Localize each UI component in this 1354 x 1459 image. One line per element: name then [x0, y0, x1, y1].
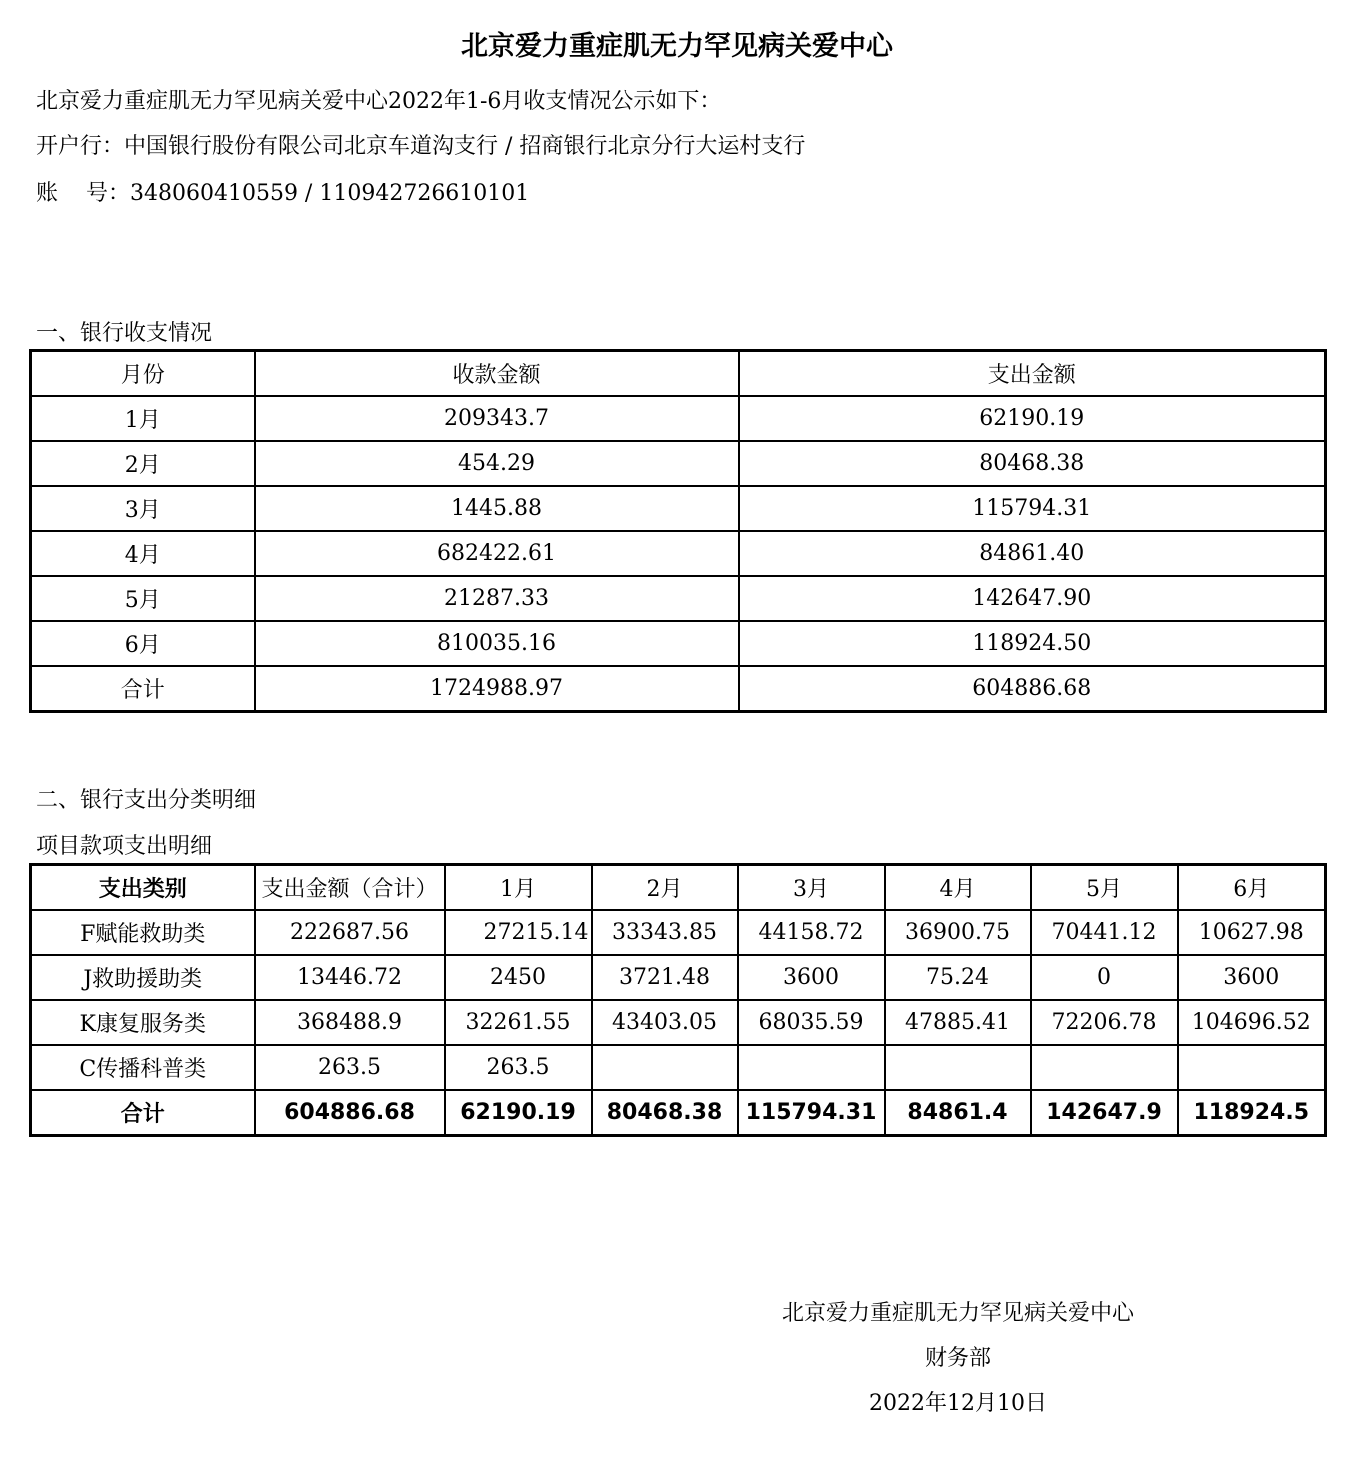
value-cell: [1178, 1045, 1326, 1090]
signature-dept: 财务部: [924, 1346, 991, 1371]
column-header: 支出类别: [31, 865, 255, 911]
total-value-cell: 80468.38: [592, 1090, 738, 1136]
value-cell: 3600: [1178, 955, 1326, 1000]
value-cell: [592, 1045, 738, 1090]
income-cell: 209343.7: [255, 396, 739, 441]
value-cell: 43403.05: [592, 1000, 738, 1045]
expense-cell: 62190.19: [739, 396, 1326, 441]
value-cell: 222687.56: [255, 910, 445, 955]
category-cell: F赋能救助类: [31, 910, 255, 955]
table-row: [31, 441, 1326, 486]
table-row: [31, 396, 1326, 441]
column-header: 月份: [31, 351, 255, 397]
value-cell: 70441.12: [1031, 910, 1178, 955]
total-value-cell: 604886.68: [255, 1090, 445, 1136]
table-row: [31, 531, 1326, 576]
total-income-cell: 1724988.97: [255, 666, 739, 712]
total-row: [31, 1090, 1326, 1136]
total-expense-cell: 604886.68: [739, 666, 1326, 712]
income-cell: 682422.61: [255, 531, 739, 576]
section2-heading: 二、银行支出分类明细: [36, 788, 257, 813]
income-cell: 1445.88: [255, 486, 739, 531]
value-cell: 44158.72: [738, 910, 885, 955]
table-row: [31, 486, 1326, 531]
income-expense-table: [29, 349, 1327, 713]
expense-cell: 118924.50: [739, 621, 1326, 666]
total-label-cell: 合计: [31, 1090, 255, 1136]
value-cell: [738, 1045, 885, 1090]
value-cell: 36900.75: [885, 910, 1031, 955]
section1-heading: 一、银行收支情况: [36, 321, 213, 346]
income-cell: 454.29: [255, 441, 739, 486]
expense-cell: 115794.31: [739, 486, 1326, 531]
account-line: 账 号：348060410559 / 110942726610101: [36, 181, 530, 206]
value-cell: 263.5: [445, 1045, 592, 1090]
total-value-cell: 118924.5: [1178, 1090, 1326, 1136]
total-label-cell: 合计: [31, 666, 255, 712]
expense-cell: 84861.40: [739, 531, 1326, 576]
value-cell: 75.24: [885, 955, 1031, 1000]
column-header: 2月: [592, 865, 738, 911]
value-cell: 2450: [445, 955, 592, 1000]
column-header: 5月: [1031, 865, 1178, 911]
section2-subheading: 项目款项支出明细: [36, 834, 213, 859]
total-value-cell: 115794.31: [738, 1090, 885, 1136]
column-header: 1月: [445, 865, 592, 911]
column-header: 3月: [738, 865, 885, 911]
value-cell: 263.5: [255, 1045, 445, 1090]
expense-cell: 142647.90: [739, 576, 1326, 621]
signature-date: 2022年12月10日: [869, 1391, 1047, 1416]
value-cell: [885, 1045, 1031, 1090]
intro-text: 北京爱力重症肌无力罕见病关爱中心2022年1-6月收支情况公示如下：: [36, 89, 722, 114]
value-cell: 104696.52: [1178, 1000, 1326, 1045]
category-cell: J救助援助类: [31, 955, 255, 1000]
value-cell: 3721.48: [592, 955, 738, 1000]
column-header: 支出金额（合计）: [255, 865, 445, 911]
total-value-cell: 62190.19: [445, 1090, 592, 1136]
month-cell: 5月: [31, 576, 255, 621]
income-cell: 21287.33: [255, 576, 739, 621]
signature-org: 北京爱力重症肌无力罕见病关爱中心: [781, 1301, 1134, 1326]
value-cell: 47885.41: [885, 1000, 1031, 1045]
value-cell: 27215.14: [445, 910, 592, 955]
column-header: 收款金额: [255, 351, 739, 397]
value-cell: 3600: [738, 955, 885, 1000]
month-cell: 1月: [31, 396, 255, 441]
value-cell: 368488.9: [255, 1000, 445, 1045]
value-cell: 13446.72: [255, 955, 445, 1000]
category-cell: C传播科普类: [31, 1045, 255, 1090]
value-cell: 32261.55: [445, 1000, 592, 1045]
table-row: [31, 955, 1326, 1000]
table-row: [31, 910, 1326, 955]
column-header: 4月: [885, 865, 1031, 911]
table-row: [31, 621, 1326, 666]
month-cell: 2月: [31, 441, 255, 486]
month-cell: 4月: [31, 531, 255, 576]
total-value-cell: 142647.9: [1031, 1090, 1178, 1136]
category-cell: K康复服务类: [31, 1000, 255, 1045]
value-cell: 33343.85: [592, 910, 738, 955]
income-cell: 810035.16: [255, 621, 739, 666]
table-row: [31, 1045, 1326, 1090]
page-title: 北京爱力重症肌无力罕见病关爱中心: [461, 31, 893, 62]
month-cell: 6月: [31, 621, 255, 666]
value-cell: [1031, 1045, 1178, 1090]
value-cell: 0: [1031, 955, 1178, 1000]
total-row: [31, 666, 1326, 712]
table-row: [31, 1000, 1326, 1045]
column-header: 6月: [1178, 865, 1326, 911]
table-header-row: [31, 865, 1326, 911]
expense-category-table: [29, 863, 1327, 1137]
value-cell: 68035.59: [738, 1000, 885, 1045]
value-cell: 10627.98: [1178, 910, 1326, 955]
month-cell: 3月: [31, 486, 255, 531]
expense-cell: 80468.38: [739, 441, 1326, 486]
table-row: [31, 576, 1326, 621]
total-value-cell: 84861.4: [885, 1090, 1031, 1136]
table-header-row: [31, 351, 1326, 397]
column-header: 支出金额: [739, 351, 1326, 397]
value-cell: 72206.78: [1031, 1000, 1178, 1045]
bank-line: 开户行：中国银行股份有限公司北京车道沟支行 / 招商银行北京分行大运村支行: [36, 134, 806, 159]
